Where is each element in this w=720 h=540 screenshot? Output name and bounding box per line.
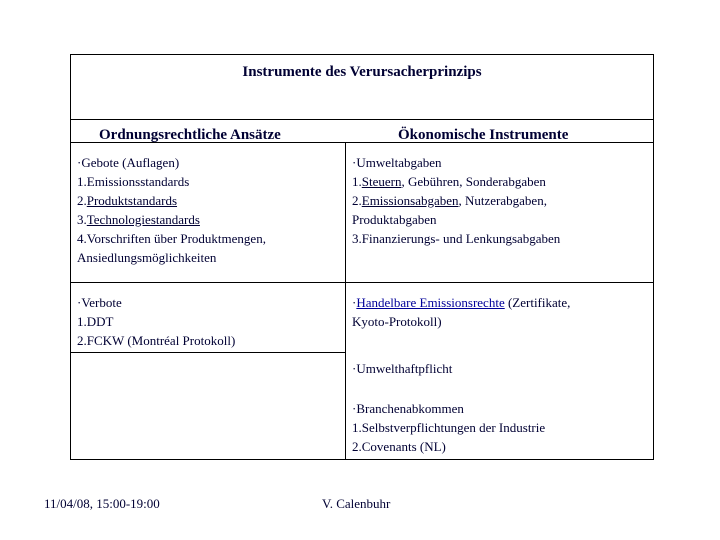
bullet-icon: ·: [77, 295, 82, 310]
umwelthaftpflicht-heading: Umwelthaftpflicht: [356, 361, 453, 376]
column-divider: [345, 142, 346, 460]
branchenabkommen-item-2: 2.Covenants (NL): [352, 439, 446, 454]
divider-row2-left: [71, 352, 345, 353]
gebote-item-2: 2.Produktstandards: [77, 193, 178, 208]
umweltabgaben-item-3: 3.Finanzierungs- und Lenkungsabgaben: [352, 231, 561, 246]
emissionsrechte-link[interactable]: Handelbare Emissionsrechte: [356, 295, 505, 310]
umweltabgaben-item-1: 1.Steuern, Gebühren, Sonderabgaben: [352, 174, 546, 189]
table-frame: [70, 54, 654, 460]
emissionsrechte-item-1: Kyoto-Protokoll): [352, 314, 442, 329]
cell-gebote: [77, 153, 266, 267]
umweltabgaben-item-2: 2.Emissionsabgaben, Nutzerabgaben,: [352, 193, 547, 208]
gebote-heading: Gebote (Auflagen): [81, 155, 180, 170]
column-header-left: Ordnungsrechtliche Ansätze: [99, 127, 281, 143]
cell-branchenabkommen: [352, 399, 545, 456]
branchenabkommen-item-1: 1.Selbstverpflichtungen der Industrie: [352, 420, 546, 435]
gebote-item-1: 1.Emissionsstandards: [77, 174, 190, 189]
gebote-item-4: 4.Vorschriften über Produktmengen,: [77, 231, 266, 246]
footer-date: 11/04/08, 15:00-19:00: [44, 496, 160, 511]
cell-umwelthaftpflicht: [352, 359, 452, 378]
verbote-item-1: 1.DDT: [77, 314, 114, 329]
branchenabkommen-heading: Branchenabkommen: [356, 401, 464, 416]
emissionsabgaben-link[interactable]: Emissionsabgaben: [361, 193, 459, 208]
cell-verbote: [77, 293, 235, 350]
divider-header: [71, 142, 653, 143]
verbote-heading: Verbote: [81, 295, 122, 310]
produktstandards-link[interactable]: Produktstandards: [86, 193, 178, 208]
column-header-right: Ökonomische Instrumente: [398, 127, 569, 143]
bullet-icon: ·: [352, 155, 357, 170]
cell-emissionsrechte: ·Handelbare Emissionsrechte (Zertifikate, Kyoto-Protokoll): [352, 295, 571, 329]
slide-title: Instrumente des Verursacherprinzips: [242, 64, 482, 80]
umweltabgaben-item-2-cont: Produktabgaben: [352, 212, 437, 227]
umweltabgaben-heading: Umweltabgaben: [356, 155, 442, 170]
title-box: [71, 55, 653, 120]
cell-umweltabgaben: [352, 153, 560, 248]
technologiestandards-link[interactable]: Technologiestandards: [86, 212, 200, 227]
bullet-icon: ·: [352, 401, 357, 416]
bullet-icon: ·: [352, 295, 357, 310]
footer-author: V. Calenbuhr: [322, 496, 391, 511]
gebote-item-3: 3.Technologiestandards: [77, 212, 200, 227]
divider-row1: [71, 282, 653, 283]
steuern-link[interactable]: Steuern: [361, 174, 402, 189]
gebote-item-4-cont: Ansiedlungsmöglichkeiten: [77, 250, 217, 265]
bullet-icon: ·: [77, 155, 82, 170]
bullet-icon: ·: [352, 361, 357, 376]
verbote-item-2: 2.FCKW (Montréal Protokoll): [77, 333, 236, 348]
